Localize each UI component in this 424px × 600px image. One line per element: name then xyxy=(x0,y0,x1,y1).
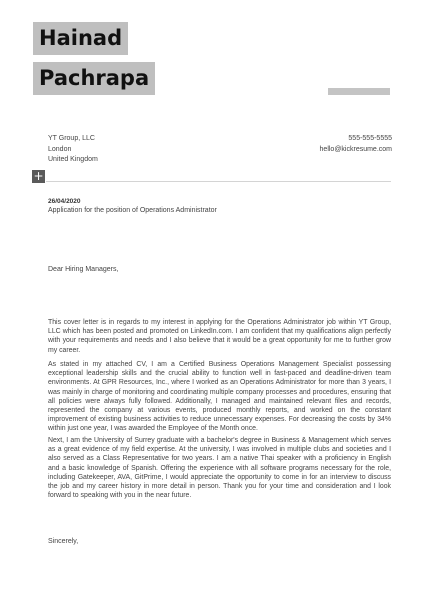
letter-date: 26/04/2020 xyxy=(48,198,81,205)
letter-closing: Sincerely, xyxy=(48,538,79,545)
recipient-address xyxy=(48,134,98,166)
letter-paragraph: Next, I am the University of Surrey graduate with a bachelor's degree in Business & Management which serves as a great evidence of my field expertise. At the university, I was involved in multiple clubs and societies and I also served as a Class Representative for two years. I am a native Thai speaker with a proficiency in English and a basic knowledge of Spanish. Offering the experience with all software programs necessary for the role, including Gatekeeper, AVA, GitPrime, I would appreciate the opportunity to come in for an interview to discuss the job and my career history in more detail in person. Thank you for your time and consideration and I look forward to speaking with you in the near future. xyxy=(48,437,391,500)
sender-contact xyxy=(320,134,392,155)
letter-paragraph: As stated in my attached CV, I am a Certified Business Operations Management Specialist possessing exceptional leadership skills and the crucial ability to function well in fast-paced and deadline-driven team environments. At GPR Resources, Inc., where I worked as an Operations Administrator for more than 3 years, I was mainly in charge of monitoring and coordinating multiple company processes and procedures, ensuring that all policies were always fully followed. Additionally, I managed and maintained relevant files and records, represented the company at various events, produced monthly reports, and worked on the constant improvement of existing business activities to reduce unnecessary expenses. For decreasing the costs by 34% within just one year, I was awarded the Employee of the Month once. xyxy=(48,361,391,433)
recipient-country: United Kingdom xyxy=(48,156,98,163)
first-name-heading: Hainad xyxy=(33,22,128,55)
letter-salutation: Dear Hiring Managers, xyxy=(48,266,119,273)
last-name-heading: Pachrapa xyxy=(33,62,155,95)
sender-email: hello@kickresume.com xyxy=(319,145,392,153)
plus-icon[interactable]: + xyxy=(33,169,44,183)
letter-paragraph: This cover letter is in regards to my interest in applying for the Operations Administrator job within YT Group, LLC which has been posted and promoted on LinkedIn.com. I am confident that my qualifications align perfectly with your requirements and needs and I also believe that it would be a great opportunity for me to further grow my career. xyxy=(48,319,391,354)
section-divider xyxy=(46,181,391,182)
recipient-city: London xyxy=(48,145,72,153)
recipient-company: YT Group, LLC xyxy=(48,135,95,142)
sender-phone: 555-555-5555 xyxy=(348,135,392,142)
header-accent-bar xyxy=(328,88,390,95)
letter-subject: Application for the position of Operations Administrator xyxy=(48,207,217,214)
